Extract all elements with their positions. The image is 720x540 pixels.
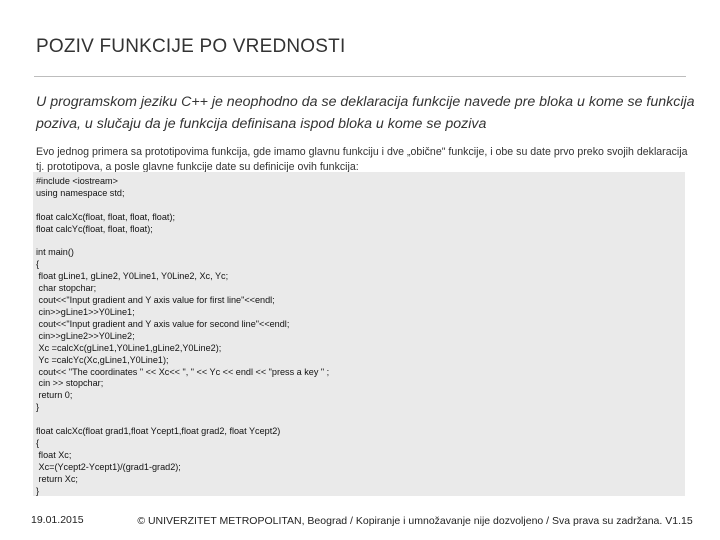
footer-date: 19.01.2015 [31, 514, 84, 526]
description-text: Evo jednog primera sa prototipovima funkcija, gde imamo glavnu funkciju i dve „obične" funkcije, i obe su date prvo preko svojih deklaracija tj. prototipova, a posle glavne funkcije date su definicije ovih funkcija: [36, 146, 688, 172]
slide-footer [0, 510, 720, 540]
code-block [33, 172, 685, 496]
slide-title: POZIV FUNKCIJE PO VREDNOSTI [36, 36, 346, 57]
title-divider [34, 76, 686, 77]
code-listing: #include <iostream> using namespace std; float calcXc(float, float, float, float); float calcYc(float, float, float); int main() { float gLine1, gLine2, Y0Line1, Y0Line2, Xc, Yc; char stopchar; cout<<"Input gradient and Y axis value for first line"<<endl; cin>>gLine1>>Y0Line1; cout<<"Input gradient and Y axis value for second line"<<endl; cin>>gLine2>>Y0Line2; Xc =calcXc(gLine1,Y0Line1,gLine2,Y0Line2); Yc =calcYc(Xc,gLine1,Y0Line1); cout<< "The coordinates " << Xc<< ", " << Yc << endl << "press a key " ; cin >> stopchar; return 0; } float calcXc(float grad1,float Ycept1,float grad2, float Ycept2) { float Xc; Xc=(Ycept2-Ycept1)/(grad1-grad2); return Xc; } [36, 176, 330, 496]
intro-text: U programskom jeziku C++ je neophodno da se deklaracija funkcije navede pre bloka u kome se funkcija poziva, u slučaju da je funkcija definisana ispod bloka u kome se poziva [36, 94, 695, 132]
footer-copyright: © UNIVERZITET METROPOLITAN, Beograd / Kopiranje i umnožavanje nije dozvoljeno / Sva prava su zadržana. V1.15 [137, 515, 693, 527]
